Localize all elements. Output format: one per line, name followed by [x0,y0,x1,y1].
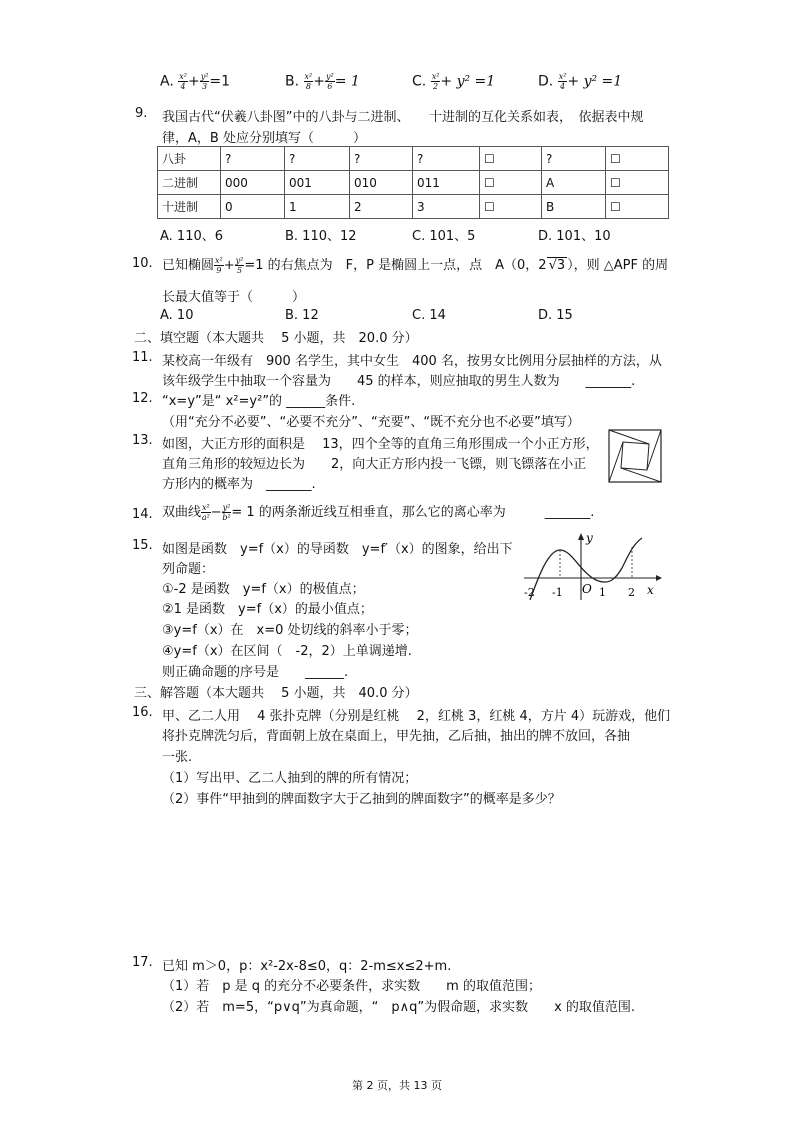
tick-label: -2 [524,586,535,599]
q8-option-a: A. $\frac{\text{x²}}{4}$ + $\frac{\text{y²}}{3}$ =1 [160,72,231,91]
q8-option-d: D. $\frac{\text{x²}}{4}$ + y² =1 [538,72,623,91]
tick-label: 1 [599,586,606,599]
q17-line1: 已知 m＞0，p：x²-2x-8≤0，q：2-m≤x≤2+m. [162,959,452,974]
q16-number: 16. [132,705,153,720]
table-cell: ☐ [606,147,669,171]
q11-line2: 该年级学生中抽取一个容量为 45 的样本，则应抽取的男生人数为 _______. [162,374,636,389]
q14-line: 双曲线 $\frac{\text{x²}}{\text{a²}}$ − $\frac{\text{y²}}{\text{b²}}$ = 1 的两条渐近线互相垂直，那么它的离心率为 _______. [162,503,595,522]
q16-sub1: （1）写出甲、乙二人抽到的牌的所有情况； [162,771,418,786]
table-cell: ☐ [606,171,669,195]
table-cell: 011 [413,171,480,195]
table-cell: ☐ [606,195,669,219]
q15-item-3: ③y=f（x）在 x=0 处切线的斜率小于零； [162,623,418,638]
table-cell: ? [285,147,350,171]
q9-line1: 我国古代“伏羲八卦图”中的八卦与二进制、 十进制的互化关系如表， 依据表中规 [162,110,644,125]
table-cell: 2 [350,195,413,219]
table-cell: A [542,171,606,195]
table-cell: 3 [413,195,480,219]
q9-option-c: C. 101、5 [412,229,476,244]
table-cell: 010 [350,171,413,195]
table-cell: ☐ [480,147,542,171]
q17-sub2: （2）若 m=5，“p∨q”为真命题，“ p∧q”为假命题，求实数 x 的取值范围. [162,1000,636,1015]
q16-line2: 将扑克牌洗匀后，背面朝上放在桌面上，甲先抽，乙后抽，抽出的牌不放回，各抽 [162,729,631,744]
q10-line2: 长最大值等于（ ） [162,290,306,305]
q15-number: 15. [132,538,153,553]
table-row [158,147,669,171]
origin-label: O [582,582,592,596]
table-cell: ? [542,147,606,171]
q9-option-d: D. 101、10 [538,229,611,244]
table-cell: 八卦 [158,147,221,171]
y-axis-label: y [586,531,593,545]
q11-number: 11. [132,350,153,365]
table-cell: 十进制 [158,195,221,219]
q12-line1: “x=y”是“ x²=y²”的 ______条件. [162,394,356,409]
y-axis-arrow-icon [578,533,584,540]
q12-number: 12. [132,391,153,406]
q15-item-4: ④y=f（x）在区间（ -2，2）上单调递增. [162,644,412,659]
table-row [158,171,669,195]
page-footer: 第 2 页，共 13 页 [352,1079,442,1092]
q9-option-a: A. 110、6 [160,229,224,244]
q10-line1: 已知椭圆 $\frac{\text{x²}}{9}$ + $\frac{\text{y²}}{5}$ =1 的右焦点为 F，P 是椭圆上一点，点 A（0，2 √3 ），则 △APF 的周 [162,256,669,275]
bagua-table [157,146,669,219]
q15-tail: 则正确命题的序号是 ______. [162,665,349,680]
q10-option-c: C. 14 [412,308,446,323]
q15-item-1: ①-2 是函数 y=f（x）的极值点； [162,582,365,597]
x-axis-arrow-icon [656,575,662,581]
q17-number: 17. [132,955,153,970]
tick-label: -1 [552,586,563,599]
q14-number: 14. [132,507,153,522]
q13-number: 13. [132,433,153,448]
table-cell: ? [413,147,480,171]
q17-sub1: （1）若 p 是 q 的充分不必要条件，求实数 m 的取值范围； [162,979,541,994]
tick-label: 2 [628,586,635,599]
q16-line3: 一张. [162,750,193,765]
q13-line1: 如图，大正方形的面积是 13，四个全等的直角三角形围成一个小正方形， [162,437,599,452]
table-cell: 000 [221,171,285,195]
table-cell: B [542,195,606,219]
derivative-graph [520,530,665,602]
q11-line1: 某校高一年级有 900 名学生，其中女生 400 名，按男女比例用分层抽样的方法，从 [162,354,662,369]
q10-number: 10. [132,256,153,271]
q13-line2: 直角三角形的较短边长为 2，向大正方形内投一飞镖，则飞镖落在小正 [162,457,587,472]
q10-option-b: B. 12 [285,308,319,323]
q9-option-b: B. 110、12 [285,229,357,244]
q13-line3: 方形内的概率为 _______. [162,477,316,492]
table-row [158,195,669,219]
x-axis-label: x [647,583,654,597]
table-cell: 0 [221,195,285,219]
q15-item-2: ②1 是函数 y=f（x）的最小值点； [162,602,373,617]
section3-heading: 三、解答题（本大题共 5 小题，共 40.0 分） [134,686,418,701]
q9-line2: 律，A，B 处应分别填写（ ） [162,131,366,146]
table-cell: 1 [285,195,350,219]
q16-line1: 甲、乙二人用 4 张扑克牌（分别是红桃 2，红桃 3，红桃 4，方片 4）玩游戏，他们 [162,709,671,724]
q15-line1: 如图是函数 y=f（x）的导函数 y=f′（x）的图象，给出下 [162,542,513,557]
pinwheel-square-figure [608,429,662,483]
table-cell: ? [350,147,413,171]
q16-sub2: （2）事件“甲抽到的牌面数字大于乙抽到的牌面数字”的概率是多少？ [162,792,561,807]
q8-option-b: B. $\frac{\text{x²}}{8}$ + $\frac{\text{y²}}{6}$ = 1 [285,72,360,91]
q10-option-d: D. 15 [538,308,573,323]
table-cell: ☐ [480,171,542,195]
q10-option-a: A. 10 [160,308,194,323]
q15-line2: 列命题： [162,562,215,577]
table-cell: 二进制 [158,171,221,195]
q9-number: 9. [135,106,148,121]
table-cell: ? [221,147,285,171]
table-cell: ☐ [480,195,542,219]
q12-line2: （用“充分不必要”、“必要不充分”、“充要”、“既不充分也不必要”填写） [162,415,580,430]
q8-option-c: C. $\frac{\text{x²}}{2}$ + y² =1 [412,72,496,91]
table-cell: 001 [285,171,350,195]
section2-heading: 二、填空题（本大题共 5 小题，共 20.0 分） [134,331,418,346]
